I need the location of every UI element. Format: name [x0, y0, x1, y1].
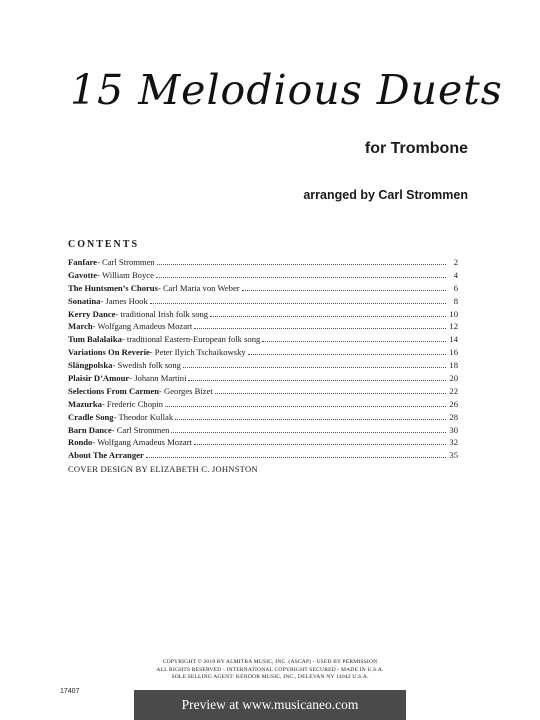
toc-dot-leader — [146, 456, 446, 458]
toc-composer: - Carl Strommen — [96, 257, 155, 267]
toc-composer: - Georges Bizet — [159, 385, 213, 396]
toc-piece-title: Sonatina — [68, 295, 101, 306]
toc-page-number: 6 — [453, 282, 458, 293]
toc-page-number: 35 — [449, 450, 458, 461]
toc-dot-leader — [157, 263, 446, 265]
toc-composer: - traditional Eastern-European folk song — [121, 334, 261, 345]
toc-composer: - Wolfgang Amadeus Mozart — [92, 321, 193, 332]
toc-composer: - Swedish folk song — [112, 360, 181, 371]
toc-row — [68, 295, 458, 308]
toc-dot-leader — [165, 405, 446, 407]
toc-composer: - Carl Strommen — [111, 424, 170, 435]
toc-dot-leader — [156, 276, 446, 278]
toc-piece-title: The Huntsmen’s Chorus — [68, 282, 158, 293]
toc-piece-title: About The Arranger — [68, 450, 144, 461]
toc-dot-leader — [210, 315, 446, 317]
toc-composer: - Peter Ilyich Tschaikowsky — [149, 347, 246, 358]
toc-piece-title: Fanfare — [68, 257, 97, 267]
toc-piece-title: Cradle Song — [68, 411, 114, 422]
toc-row — [68, 308, 458, 321]
toc-page-number: 26 — [449, 398, 458, 409]
toc-piece-title: Plaisir D’Amour — [68, 373, 130, 384]
toc-piece-title: Selections From Carmen — [68, 385, 160, 396]
toc-piece-title: Variations On Reverie — [68, 347, 150, 358]
toc-row — [68, 424, 458, 437]
toc-page-number: 12 — [449, 321, 458, 332]
toc-dot-leader — [215, 392, 446, 394]
toc-composer: - Frederic Chopin — [101, 398, 164, 409]
toc-row — [68, 436, 458, 449]
copyright-line: COPYRIGHT © 2018 BY ALMITRA MUSIC, INC. (ASCAP) - USED BY PERMISSION — [162, 659, 378, 665]
book-subtitle: for Trombone — [364, 140, 468, 157]
toc-piece-title: Slängpolska — [68, 360, 113, 371]
toc-row — [68, 449, 458, 462]
toc-piece-title: March — [68, 321, 93, 332]
toc-page-number: 16 — [449, 347, 458, 358]
toc-row — [68, 372, 458, 385]
toc-composer: - traditional Irish folk song — [115, 308, 209, 319]
toc-dot-leader — [262, 340, 446, 342]
toc-row — [68, 282, 458, 295]
selling-agent-line: SOLE SELLING AGENT: KENDOR MUSIC, INC., DELEVAN NY 14042 U.S.A. — [171, 674, 369, 681]
toc-page-number: 28 — [449, 411, 458, 422]
toc-piece-title: Tum Balalaika — [68, 334, 122, 345]
toc-dot-leader — [183, 366, 446, 368]
toc-row — [68, 256, 458, 269]
contents-heading: CONTENTS — [68, 239, 140, 250]
cover-design-credit: COVER DESIGN BY ELIZABETH C. JOHNSTON — [68, 464, 258, 474]
copyright-notice — [0, 659, 540, 682]
toc-page-number: 10 — [449, 308, 458, 319]
toc-piece-title: Barn Dance — [68, 424, 112, 435]
toc-dot-leader — [171, 431, 446, 433]
toc-dot-leader — [150, 302, 446, 304]
toc-row — [68, 333, 458, 346]
rights-line: ALL RIGHTS RESERVED - INTERNATIONAL COPYRIGHT SECURED - MADE IN U.S.A. — [156, 666, 384, 673]
toc-page-number: 8 — [453, 295, 458, 306]
table-of-contents — [68, 256, 458, 462]
toc-dot-leader — [194, 443, 446, 445]
toc-dot-leader — [248, 353, 446, 355]
toc-piece-title: Kerry Dance — [68, 308, 116, 319]
toc-row — [68, 269, 458, 282]
toc-row — [68, 359, 458, 372]
catalog-number: 17407 — [60, 688, 80, 695]
toc-page-number: 14 — [449, 334, 458, 345]
toc-row — [68, 346, 458, 359]
toc-composer: - Theodor Kullak — [113, 411, 174, 422]
toc-dot-leader — [242, 289, 446, 291]
book-title: 15 Melodious Duets — [70, 66, 503, 114]
toc-row — [68, 411, 458, 424]
toc-page-number: 2 — [453, 257, 458, 267]
toc-row — [68, 398, 458, 411]
toc-page-number: 18 — [449, 360, 458, 371]
toc-piece-title: Gavotte — [68, 269, 98, 280]
toc-piece-title: Mazurka — [68, 398, 102, 409]
toc-piece-title: Rondo — [68, 437, 93, 448]
toc-page-number: 32 — [449, 437, 458, 448]
toc-page-number: 30 — [449, 424, 458, 435]
toc-dot-leader — [188, 379, 446, 381]
toc-page-number: 22 — [449, 385, 458, 396]
toc-composer: - Carl Maria von Weber — [157, 282, 240, 293]
toc-composer: - Johann Martini — [129, 373, 187, 384]
preview-banner[interactable]: Preview at www.musicaneo.com — [134, 690, 406, 720]
toc-composer: - James Hook — [100, 295, 148, 306]
arranger-credit: arranged by Carl Strommen — [303, 188, 468, 202]
toc-dot-leader — [175, 418, 446, 420]
toc-row — [68, 320, 458, 333]
toc-page-number: 20 — [449, 373, 458, 384]
toc-row — [68, 385, 458, 398]
toc-composer: - William Boyce — [97, 269, 154, 280]
toc-page-number: 4 — [453, 269, 458, 280]
toc-composer: - Wolfgang Amadeus Mozart — [92, 437, 192, 448]
toc-dot-leader — [194, 327, 446, 329]
